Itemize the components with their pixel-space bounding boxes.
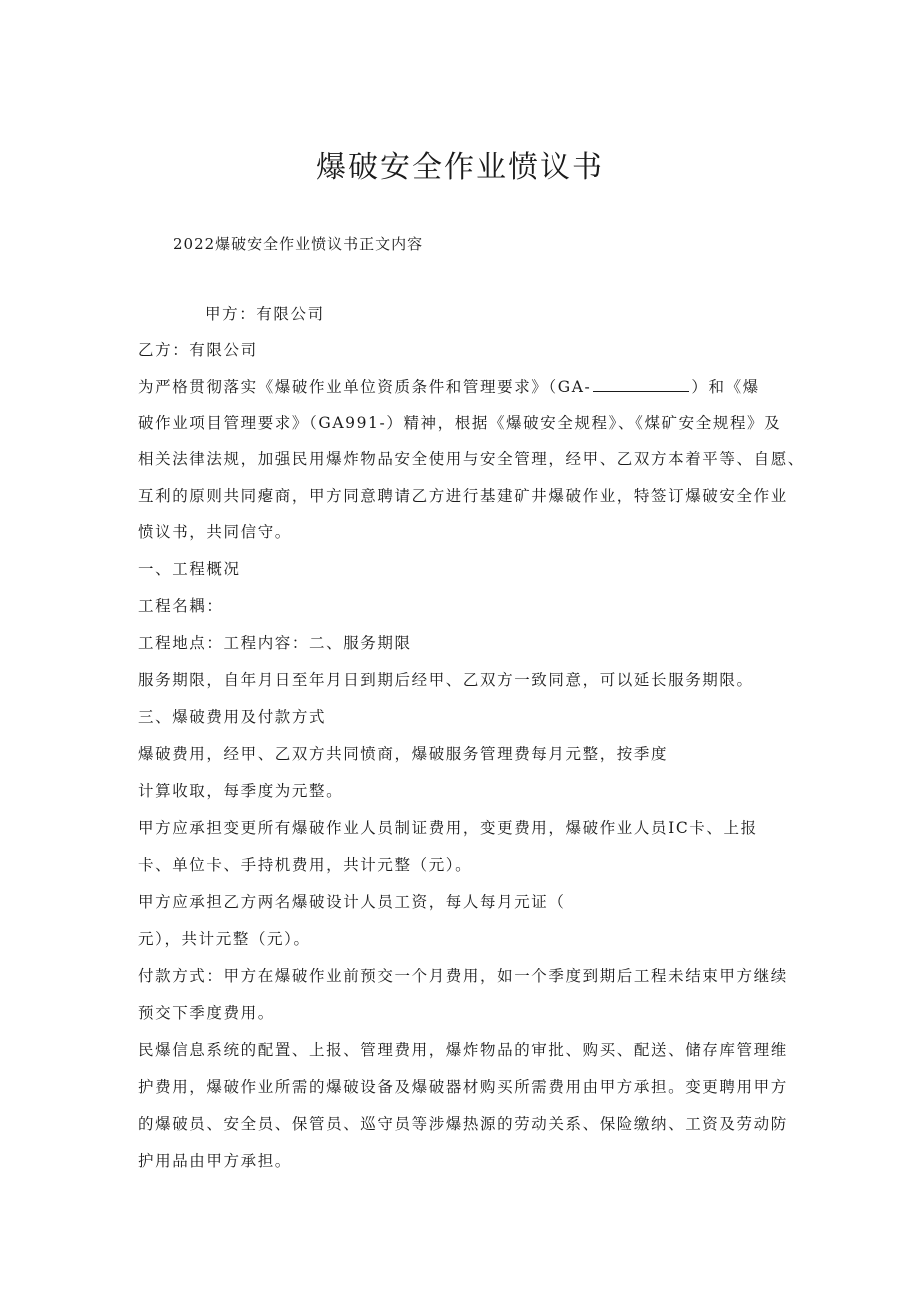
paragraph-line: 工程地点：工程内容：二、服务期限 <box>138 634 412 652</box>
paragraph-line: 服务期限，自年月日至年月日到期后经甲、乙双方一致同意，可以延长服务期限。 <box>138 671 754 689</box>
document-subtitle: 2022爆破安全作业愤议书正文内容 <box>173 235 424 253</box>
paragraph-line: 互利的原则共同瘪商，甲方同意聘请乙方进行基建矿井爆破作业，特签订爆破安全作业 <box>138 487 788 505</box>
paragraph-line: 预交下季度费用。 <box>138 1004 275 1022</box>
paragraph-line: 付款方式：甲方在爆破作业前预交一个月费用，如一个季度到期后工程未结束甲方继续 <box>138 967 788 985</box>
paragraph-line: 甲方应承担变更所有爆破作业人员制证费用，变更费用，爆破作业人员IC卡、上报 <box>138 819 758 837</box>
paragraph-line: 相关法律法规，加强民用爆炸物品安全使用与安全管理，经甲、乙双方本着平等、自愿、 <box>138 450 805 468</box>
line-text: ）和《爆 <box>691 378 760 396</box>
paragraph-line: 破作业项目管理要求》（GA991-）精神，根据《爆破安全规程》、《煤矿安全规程》及 <box>138 414 782 432</box>
paragraph-line: 工程名耦： <box>138 597 224 615</box>
party-b: 乙方：有限公司 <box>138 341 258 359</box>
section-heading: 一、工程概况 <box>138 560 241 578</box>
party-a: 甲方：有限公司 <box>205 305 325 323</box>
paragraph-line: 民爆信息系统的配置、上报、管理费用，爆炸物品的审批、购买、配送、储存库管理维 <box>138 1041 788 1059</box>
paragraph-line: 爆破费用，经甲、乙双方共同愤商，爆破服务管理费每月元整，按季度 <box>138 745 669 763</box>
paragraph-line: 计算收取，每季度为元整。 <box>138 782 344 800</box>
paragraph-line: 元），共计元整（元）。 <box>138 930 311 948</box>
fill-in-blank <box>593 377 689 392</box>
paragraph-line <box>138 375 760 399</box>
paragraph-line: 卡、单位卡、手持机费用，共计元整（元）。 <box>138 856 473 874</box>
section-heading: 三、爆破费用及付款方式 <box>138 708 327 726</box>
line-text: 为严格贯彻落实《爆破作业单位资质条件和管理要求》（GA- <box>138 378 592 396</box>
paragraph-line: 甲方应承担乙方两名爆破设计人员工资，每人每月元证（ <box>138 893 566 911</box>
paragraph-line: 护用品由甲方承担。 <box>138 1152 292 1170</box>
paragraph-line: 护费用，爆破作业所需的爆破设备及爆破器材购买所需费用由甲方承担。变更聘用甲方 <box>138 1078 788 1096</box>
document-title: 爆破安全作业愤议书 <box>316 150 604 185</box>
paragraph-line: 愤议书，共同信守。 <box>138 523 292 541</box>
paragraph-line: 的爆破员、安全员、保管员、巡守员等涉爆热源的劳动关系、保险缴纳、工资及劳动防 <box>138 1115 788 1133</box>
